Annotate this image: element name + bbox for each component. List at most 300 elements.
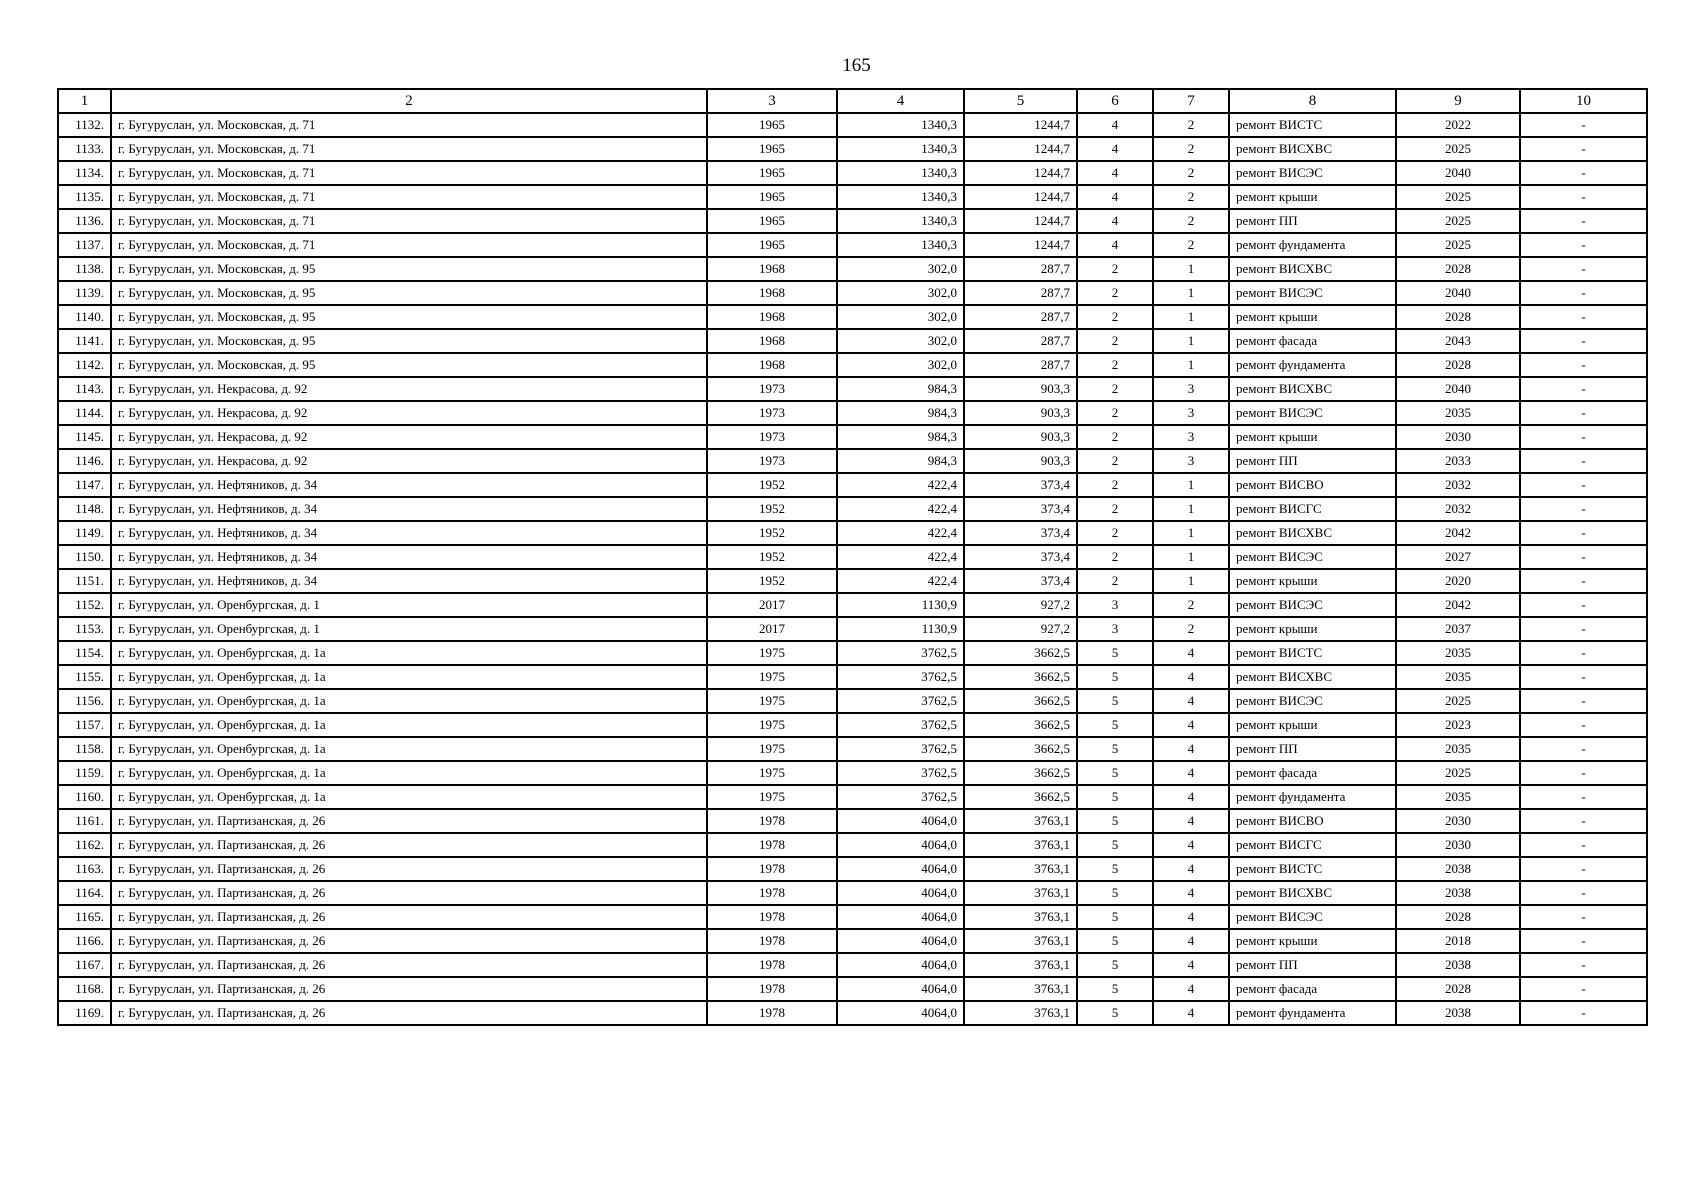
table-row: [58, 785, 1647, 809]
year-built-cell: 1975: [707, 641, 837, 665]
floors-cell: 2: [1077, 353, 1153, 377]
note-cell: -: [1520, 641, 1647, 665]
living-area-cell: 3763,1: [964, 929, 1077, 953]
table-row: [58, 809, 1647, 833]
note-cell: -: [1520, 737, 1647, 761]
work-type-cell: ремонт фасада: [1229, 977, 1396, 1001]
living-area-cell: 287,7: [964, 257, 1077, 281]
floors-cell: 5: [1077, 833, 1153, 857]
year-built-cell: 1978: [707, 809, 837, 833]
living-area-cell: 903,3: [964, 425, 1077, 449]
note-cell: -: [1520, 161, 1647, 185]
work-type-cell: ремонт крыши: [1229, 713, 1396, 737]
entrances-cell: 4: [1153, 809, 1229, 833]
total-area-cell: 4064,0: [837, 929, 964, 953]
address-cell: г. Бугуруслан, ул. Оренбургская, д. 1а: [111, 641, 707, 665]
row-number-cell: 1149.: [58, 521, 111, 545]
year-built-cell: 1952: [707, 545, 837, 569]
entrances-cell: 2: [1153, 161, 1229, 185]
living-area-cell: 287,7: [964, 305, 1077, 329]
entrances-cell: 4: [1153, 1001, 1229, 1025]
floors-cell: 5: [1077, 785, 1153, 809]
repair-schedule-table: [57, 88, 1648, 1026]
work-type-cell: ремонт фасада: [1229, 761, 1396, 785]
living-area-cell: 287,7: [964, 353, 1077, 377]
floors-cell: 5: [1077, 737, 1153, 761]
year-built-cell: 1975: [707, 761, 837, 785]
planned-year-cell: 2028: [1396, 905, 1520, 929]
note-cell: -: [1520, 353, 1647, 377]
planned-year-cell: 2038: [1396, 1001, 1520, 1025]
table-row: [58, 233, 1647, 257]
living-area-cell: 3763,1: [964, 977, 1077, 1001]
total-area-cell: 1130,9: [837, 617, 964, 641]
planned-year-cell: 2025: [1396, 185, 1520, 209]
planned-year-cell: 2035: [1396, 785, 1520, 809]
year-built-cell: 1975: [707, 665, 837, 689]
floors-cell: 5: [1077, 713, 1153, 737]
address-cell: г. Бугуруслан, ул. Некрасова, д. 92: [111, 377, 707, 401]
floors-cell: 2: [1077, 545, 1153, 569]
living-area-cell: 373,4: [964, 497, 1077, 521]
note-cell: -: [1520, 281, 1647, 305]
row-number-cell: 1168.: [58, 977, 111, 1001]
note-cell: -: [1520, 401, 1647, 425]
table-row: [58, 737, 1647, 761]
table-row: [58, 521, 1647, 545]
entrances-cell: 1: [1153, 545, 1229, 569]
row-number-cell: 1143.: [58, 377, 111, 401]
work-type-cell: ремонт ВИСГС: [1229, 497, 1396, 521]
living-area-cell: 927,2: [964, 593, 1077, 617]
address-cell: г. Бугуруслан, ул. Партизанская, д. 26: [111, 1001, 707, 1025]
table-row: [58, 761, 1647, 785]
column-header: 5: [964, 89, 1077, 113]
entrances-cell: 1: [1153, 257, 1229, 281]
row-number-cell: 1152.: [58, 593, 111, 617]
table-row: [58, 401, 1647, 425]
row-number-cell: 1166.: [58, 929, 111, 953]
column-header: 4: [837, 89, 964, 113]
address-cell: г. Бугуруслан, ул. Московская, д. 71: [111, 113, 707, 137]
total-area-cell: 422,4: [837, 497, 964, 521]
work-type-cell: ремонт ВИСЭС: [1229, 689, 1396, 713]
floors-cell: 5: [1077, 881, 1153, 905]
total-area-cell: 1130,9: [837, 593, 964, 617]
note-cell: -: [1520, 665, 1647, 689]
row-number-cell: 1141.: [58, 329, 111, 353]
address-cell: г. Бугуруслан, ул. Московская, д. 95: [111, 257, 707, 281]
column-header: 3: [707, 89, 837, 113]
entrances-cell: 4: [1153, 713, 1229, 737]
column-header: 10: [1520, 89, 1647, 113]
column-header: 2: [111, 89, 707, 113]
year-built-cell: 1952: [707, 569, 837, 593]
address-cell: г. Бугуруслан, ул. Партизанская, д. 26: [111, 857, 707, 881]
column-header: 9: [1396, 89, 1520, 113]
planned-year-cell: 2018: [1396, 929, 1520, 953]
floors-cell: 5: [1077, 953, 1153, 977]
work-type-cell: ремонт ВИСЭС: [1229, 905, 1396, 929]
floors-cell: 4: [1077, 209, 1153, 233]
planned-year-cell: 2027: [1396, 545, 1520, 569]
planned-year-cell: 2025: [1396, 689, 1520, 713]
year-built-cell: 1975: [707, 737, 837, 761]
work-type-cell: ремонт ПП: [1229, 953, 1396, 977]
entrances-cell: 4: [1153, 665, 1229, 689]
floors-cell: 5: [1077, 689, 1153, 713]
entrances-cell: 2: [1153, 593, 1229, 617]
note-cell: -: [1520, 497, 1647, 521]
address-cell: г. Бугуруслан, ул. Некрасова, д. 92: [111, 425, 707, 449]
planned-year-cell: 2028: [1396, 305, 1520, 329]
total-area-cell: 302,0: [837, 281, 964, 305]
entrances-cell: 1: [1153, 473, 1229, 497]
floors-cell: 4: [1077, 113, 1153, 137]
table-row: [58, 281, 1647, 305]
living-area-cell: 903,3: [964, 401, 1077, 425]
total-area-cell: 422,4: [837, 521, 964, 545]
row-number-cell: 1151.: [58, 569, 111, 593]
year-built-cell: 1968: [707, 353, 837, 377]
work-type-cell: ремонт крыши: [1229, 185, 1396, 209]
note-cell: -: [1520, 473, 1647, 497]
total-area-cell: 1340,3: [837, 233, 964, 257]
total-area-cell: 422,4: [837, 569, 964, 593]
address-cell: г. Бугуруслан, ул. Оренбургская, д. 1а: [111, 689, 707, 713]
address-cell: г. Бугуруслан, ул. Некрасова, д. 92: [111, 401, 707, 425]
total-area-cell: 302,0: [837, 257, 964, 281]
planned-year-cell: 2040: [1396, 281, 1520, 305]
planned-year-cell: 2037: [1396, 617, 1520, 641]
work-type-cell: ремонт ВИСХВС: [1229, 377, 1396, 401]
address-cell: г. Бугуруслан, ул. Нефтяников, д. 34: [111, 569, 707, 593]
entrances-cell: 4: [1153, 689, 1229, 713]
entrances-cell: 2: [1153, 113, 1229, 137]
work-type-cell: ремонт ВИСГС: [1229, 833, 1396, 857]
address-cell: г. Бугуруслан, ул. Партизанская, д. 26: [111, 905, 707, 929]
year-built-cell: 1973: [707, 449, 837, 473]
entrances-cell: 4: [1153, 785, 1229, 809]
floors-cell: 2: [1077, 281, 1153, 305]
floors-cell: 4: [1077, 233, 1153, 257]
table-row: [58, 137, 1647, 161]
row-number-cell: 1163.: [58, 857, 111, 881]
address-cell: г. Бугуруслан, ул. Оренбургская, д. 1а: [111, 761, 707, 785]
work-type-cell: ремонт крыши: [1229, 569, 1396, 593]
table-row: [58, 161, 1647, 185]
entrances-cell: 2: [1153, 137, 1229, 161]
address-cell: г. Бугуруслан, ул. Московская, д. 71: [111, 185, 707, 209]
floors-cell: 4: [1077, 137, 1153, 161]
entrances-cell: 2: [1153, 185, 1229, 209]
address-cell: г. Бугуруслан, ул. Партизанская, д. 26: [111, 929, 707, 953]
note-cell: -: [1520, 1001, 1647, 1025]
note-cell: -: [1520, 233, 1647, 257]
year-built-cell: 1978: [707, 881, 837, 905]
address-cell: г. Бугуруслан, ул. Нефтяников, д. 34: [111, 473, 707, 497]
row-number-cell: 1136.: [58, 209, 111, 233]
floors-cell: 5: [1077, 809, 1153, 833]
work-type-cell: ремонт ВИСЭС: [1229, 281, 1396, 305]
note-cell: -: [1520, 257, 1647, 281]
living-area-cell: 373,4: [964, 569, 1077, 593]
note-cell: -: [1520, 881, 1647, 905]
note-cell: -: [1520, 185, 1647, 209]
entrances-cell: 2: [1153, 209, 1229, 233]
planned-year-cell: 2022: [1396, 113, 1520, 137]
planned-year-cell: 2038: [1396, 857, 1520, 881]
living-area-cell: 1244,7: [964, 113, 1077, 137]
work-type-cell: ремонт фундамента: [1229, 353, 1396, 377]
entrances-cell: 1: [1153, 281, 1229, 305]
year-built-cell: 1952: [707, 521, 837, 545]
living-area-cell: 373,4: [964, 545, 1077, 569]
work-type-cell: ремонт ВИСВО: [1229, 473, 1396, 497]
living-area-cell: 373,4: [964, 473, 1077, 497]
year-built-cell: 1978: [707, 833, 837, 857]
planned-year-cell: 2040: [1396, 161, 1520, 185]
table-row: [58, 185, 1647, 209]
work-type-cell: ремонт ПП: [1229, 209, 1396, 233]
year-built-cell: 1968: [707, 305, 837, 329]
year-built-cell: 2017: [707, 593, 837, 617]
address-cell: г. Бугуруслан, ул. Оренбургская, д. 1: [111, 617, 707, 641]
row-number-cell: 1157.: [58, 713, 111, 737]
planned-year-cell: 2030: [1396, 425, 1520, 449]
address-cell: г. Бугуруслан, ул. Оренбургская, д. 1а: [111, 713, 707, 737]
entrances-cell: 1: [1153, 305, 1229, 329]
row-number-cell: 1144.: [58, 401, 111, 425]
floors-cell: 2: [1077, 449, 1153, 473]
floors-cell: 5: [1077, 641, 1153, 665]
floors-cell: 2: [1077, 329, 1153, 353]
planned-year-cell: 2038: [1396, 953, 1520, 977]
work-type-cell: ремонт ВИСХВС: [1229, 881, 1396, 905]
total-area-cell: 984,3: [837, 377, 964, 401]
row-number-cell: 1162.: [58, 833, 111, 857]
work-type-cell: ремонт ВИСТС: [1229, 641, 1396, 665]
table-row: [58, 353, 1647, 377]
living-area-cell: 1244,7: [964, 185, 1077, 209]
entrances-cell: 4: [1153, 881, 1229, 905]
row-number-cell: 1140.: [58, 305, 111, 329]
note-cell: -: [1520, 761, 1647, 785]
floors-cell: 2: [1077, 257, 1153, 281]
entrances-cell: 2: [1153, 617, 1229, 641]
work-type-cell: ремонт крыши: [1229, 305, 1396, 329]
work-type-cell: ремонт ВИСЭС: [1229, 545, 1396, 569]
address-cell: г. Бугуруслан, ул. Оренбургская, д. 1а: [111, 665, 707, 689]
planned-year-cell: 2030: [1396, 809, 1520, 833]
living-area-cell: 3763,1: [964, 809, 1077, 833]
row-number-cell: 1146.: [58, 449, 111, 473]
address-cell: г. Бугуруслан, ул. Партизанская, д. 26: [111, 809, 707, 833]
table-row: [58, 473, 1647, 497]
total-area-cell: 302,0: [837, 329, 964, 353]
planned-year-cell: 2042: [1396, 521, 1520, 545]
entrances-cell: 1: [1153, 521, 1229, 545]
address-cell: г. Бугуруслан, ул. Московская, д. 95: [111, 281, 707, 305]
row-number-cell: 1148.: [58, 497, 111, 521]
table-row: [58, 617, 1647, 641]
year-built-cell: 1968: [707, 281, 837, 305]
total-area-cell: 4064,0: [837, 953, 964, 977]
floors-cell: 5: [1077, 1001, 1153, 1025]
row-number-cell: 1150.: [58, 545, 111, 569]
note-cell: -: [1520, 977, 1647, 1001]
address-cell: г. Бугуруслан, ул. Московская, д. 95: [111, 353, 707, 377]
floors-cell: 4: [1077, 161, 1153, 185]
column-header: 8: [1229, 89, 1396, 113]
living-area-cell: 1244,7: [964, 209, 1077, 233]
column-header: 6: [1077, 89, 1153, 113]
address-cell: г. Бугуруслан, ул. Московская, д. 71: [111, 137, 707, 161]
row-number-cell: 1132.: [58, 113, 111, 137]
living-area-cell: 3662,5: [964, 737, 1077, 761]
total-area-cell: 984,3: [837, 449, 964, 473]
entrances-cell: 3: [1153, 401, 1229, 425]
table-row: [58, 857, 1647, 881]
planned-year-cell: 2025: [1396, 233, 1520, 257]
work-type-cell: ремонт ПП: [1229, 737, 1396, 761]
living-area-cell: 3662,5: [964, 785, 1077, 809]
address-cell: г. Бугуруслан, ул. Московская, д. 95: [111, 305, 707, 329]
entrances-cell: 4: [1153, 905, 1229, 929]
year-built-cell: 1952: [707, 473, 837, 497]
note-cell: -: [1520, 377, 1647, 401]
planned-year-cell: 2030: [1396, 833, 1520, 857]
year-built-cell: 1965: [707, 137, 837, 161]
table-row: [58, 833, 1647, 857]
work-type-cell: ремонт ВИСХВС: [1229, 665, 1396, 689]
address-cell: г. Бугуруслан, ул. Нефтяников, д. 34: [111, 545, 707, 569]
living-area-cell: 1244,7: [964, 137, 1077, 161]
year-built-cell: 1975: [707, 785, 837, 809]
total-area-cell: 984,3: [837, 401, 964, 425]
total-area-cell: 3762,5: [837, 785, 964, 809]
entrances-cell: 1: [1153, 329, 1229, 353]
floors-cell: 5: [1077, 665, 1153, 689]
entrances-cell: 4: [1153, 857, 1229, 881]
work-type-cell: ремонт крыши: [1229, 929, 1396, 953]
floors-cell: 5: [1077, 977, 1153, 1001]
row-number-cell: 1169.: [58, 1001, 111, 1025]
address-cell: г. Бугуруслан, ул. Московская, д. 95: [111, 329, 707, 353]
table-row: [58, 593, 1647, 617]
work-type-cell: ремонт ВИСТС: [1229, 857, 1396, 881]
total-area-cell: 4064,0: [837, 833, 964, 857]
note-cell: -: [1520, 545, 1647, 569]
year-built-cell: 1975: [707, 713, 837, 737]
note-cell: -: [1520, 809, 1647, 833]
note-cell: -: [1520, 209, 1647, 233]
address-cell: г. Бугуруслан, ул. Оренбургская, д. 1а: [111, 737, 707, 761]
address-cell: г. Бугуруслан, ул. Оренбургская, д. 1: [111, 593, 707, 617]
header-row: [58, 89, 1647, 113]
entrances-cell: 2: [1153, 233, 1229, 257]
planned-year-cell: 2025: [1396, 761, 1520, 785]
address-cell: г. Бугуруслан, ул. Партизанская, д. 26: [111, 953, 707, 977]
year-built-cell: 1978: [707, 953, 837, 977]
floors-cell: 5: [1077, 761, 1153, 785]
total-area-cell: 3762,5: [837, 713, 964, 737]
living-area-cell: 927,2: [964, 617, 1077, 641]
year-built-cell: 2017: [707, 617, 837, 641]
living-area-cell: 3763,1: [964, 1001, 1077, 1025]
floors-cell: 2: [1077, 569, 1153, 593]
total-area-cell: 1340,3: [837, 137, 964, 161]
living-area-cell: 3662,5: [964, 713, 1077, 737]
total-area-cell: 1340,3: [837, 161, 964, 185]
entrances-cell: 3: [1153, 449, 1229, 473]
work-type-cell: ремонт фундамента: [1229, 233, 1396, 257]
entrances-cell: 3: [1153, 425, 1229, 449]
column-header: 7: [1153, 89, 1229, 113]
entrances-cell: 1: [1153, 353, 1229, 377]
entrances-cell: 4: [1153, 641, 1229, 665]
row-number-cell: 1159.: [58, 761, 111, 785]
entrances-cell: 3: [1153, 377, 1229, 401]
table-row: [58, 257, 1647, 281]
planned-year-cell: 2020: [1396, 569, 1520, 593]
entrances-cell: 4: [1153, 761, 1229, 785]
table-row: [58, 977, 1647, 1001]
table-row: [58, 641, 1647, 665]
row-number-cell: 1161.: [58, 809, 111, 833]
note-cell: -: [1520, 953, 1647, 977]
row-number-cell: 1135.: [58, 185, 111, 209]
year-built-cell: 1973: [707, 377, 837, 401]
note-cell: -: [1520, 689, 1647, 713]
planned-year-cell: 2032: [1396, 497, 1520, 521]
planned-year-cell: 2040: [1396, 377, 1520, 401]
living-area-cell: 903,3: [964, 449, 1077, 473]
note-cell: -: [1520, 713, 1647, 737]
total-area-cell: 1340,3: [837, 209, 964, 233]
table-row: [58, 905, 1647, 929]
address-cell: г. Бугуруслан, ул. Партизанская, д. 26: [111, 833, 707, 857]
table-row: [58, 113, 1647, 137]
total-area-cell: 4064,0: [837, 857, 964, 881]
table-row: [58, 377, 1647, 401]
year-built-cell: 1965: [707, 161, 837, 185]
total-area-cell: 1340,3: [837, 185, 964, 209]
planned-year-cell: 2028: [1396, 257, 1520, 281]
planned-year-cell: 2032: [1396, 473, 1520, 497]
note-cell: -: [1520, 593, 1647, 617]
page-number: 165: [842, 55, 871, 76]
row-number-cell: 1165.: [58, 905, 111, 929]
year-built-cell: 1965: [707, 113, 837, 137]
entrances-cell: 4: [1153, 833, 1229, 857]
row-number-cell: 1167.: [58, 953, 111, 977]
year-built-cell: 1978: [707, 977, 837, 1001]
floors-cell: 2: [1077, 305, 1153, 329]
note-cell: -: [1520, 425, 1647, 449]
total-area-cell: 4064,0: [837, 1001, 964, 1025]
note-cell: -: [1520, 833, 1647, 857]
note-cell: -: [1520, 449, 1647, 473]
address-cell: г. Бугуруслан, ул. Нефтяников, д. 34: [111, 521, 707, 545]
row-number-cell: 1155.: [58, 665, 111, 689]
table-row: [58, 953, 1647, 977]
living-area-cell: 3763,1: [964, 881, 1077, 905]
entrances-cell: 4: [1153, 929, 1229, 953]
entrances-cell: 4: [1153, 953, 1229, 977]
living-area-cell: 3662,5: [964, 641, 1077, 665]
living-area-cell: 373,4: [964, 521, 1077, 545]
